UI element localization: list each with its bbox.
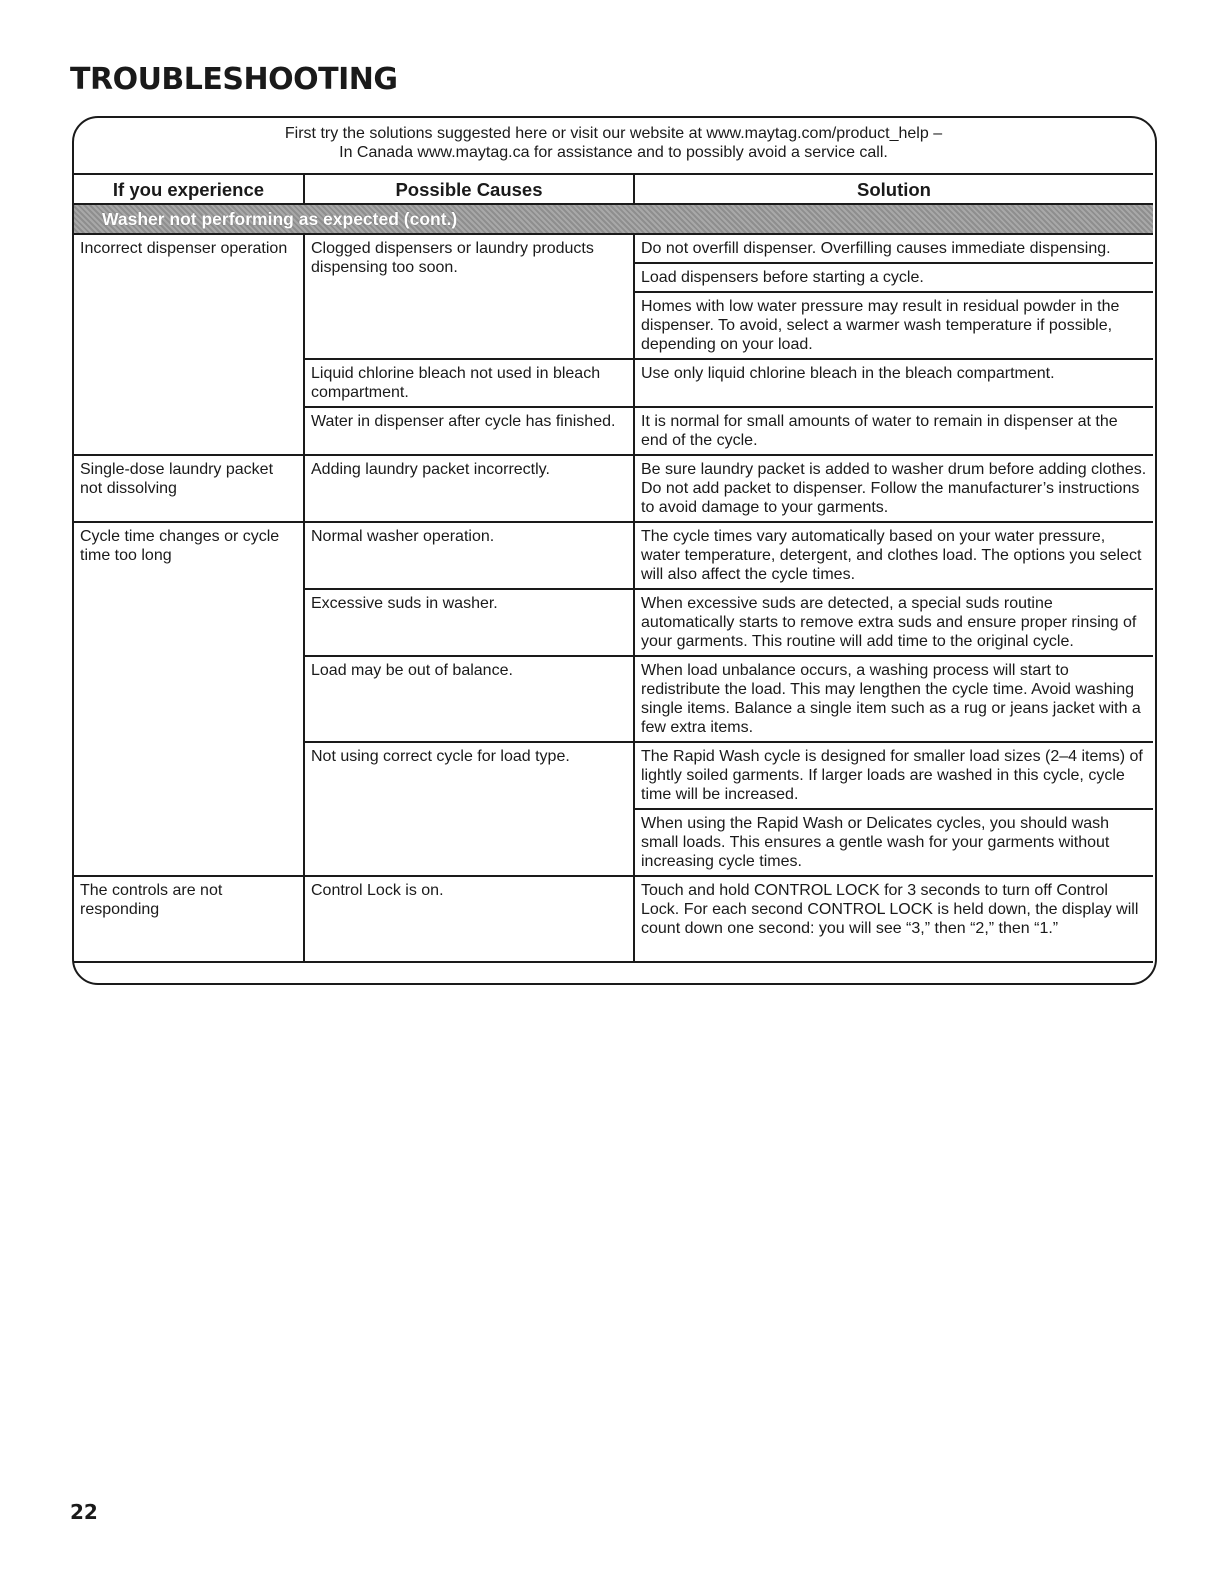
experience-cell: Incorrect dispenser operation (74, 234, 304, 455)
experience-cell: The controls are not responding (74, 876, 304, 962)
solution-cell: When using the Rapid Wash or Delicates cycles, you should wash small loads. This ensures a gentle wash for your garments without increasing cycle times. (634, 809, 1153, 876)
intro-text (74, 124, 1153, 162)
cause-cell: Control Lock is on. (304, 876, 634, 962)
section-row (74, 204, 1153, 234)
header-row (74, 174, 1153, 204)
solution-cell: It is normal for small amounts of water to remain in dispenser at the end of the cycle. (634, 407, 1153, 455)
solution-cell: The cycle times vary automatically based on your water pressure, water temperature, detergent, and clothes load. The options you select will also affect the cycle times. (634, 522, 1153, 589)
experience-cell: Single-dose laundry packet not dissolving (74, 455, 304, 522)
table-row (74, 455, 1153, 522)
solution-cell: The Rapid Wash cycle is designed for smaller load sizes (2–4 items) of lightly soiled garments. If larger loads are washed in this cycle, cycle time will be increased. (634, 742, 1153, 809)
solution-cell: Load dispensers before starting a cycle. (634, 263, 1153, 292)
table-row (74, 876, 1153, 962)
intro-line-1: First try the solutions suggested here or visit our website at www.maytag.com/product_help – (284, 125, 943, 142)
solution-cell: When excessive suds are detected, a special suds routine automatically starts to remove extra suds and ensure proper rinsing of your garments. This routine will add time to the original cycle. (634, 589, 1153, 656)
header-solution: Solution (634, 174, 1153, 204)
section-title: Washer not performing as expected (cont.) (74, 204, 1153, 234)
cause-cell: Excessive suds in washer. (304, 589, 634, 656)
header-experience: If you experience (74, 174, 304, 204)
cause-cell: Load may be out of balance. (304, 656, 634, 742)
cause-cell: Water in dispenser after cycle has finished. (304, 407, 634, 455)
solution-cell: Use only liquid chlorine bleach in the bleach compartment. (634, 359, 1153, 407)
page-title: TROUBLESHOOTING (70, 62, 398, 97)
solution-cell: Touch and hold CONTROL LOCK for 3 seconds to turn off Control Lock. For each second CONTROL LOCK is held down, the display will count down one second: you will see “3,” then “2,” then “1.” (634, 876, 1153, 962)
troubleshooting-table (74, 173, 1153, 963)
cause-cell: Not using correct cycle for load type. (304, 742, 634, 876)
cause-cell: Normal washer operation. (304, 522, 634, 589)
experience-cell: Cycle time changes or cycle time too long (74, 522, 304, 876)
solution-cell: Homes with low water pressure may result in residual powder in the dispenser. To avoid, select a warmer wash temperature if possible, depending on your load. (634, 292, 1153, 359)
solution-cell: When load unbalance occurs, a washing process will start to redistribute the load. This may lengthen the cycle time. Avoid washing single items. Balance a single item such as a rug or jeans jacket with a few extra items. (634, 656, 1153, 742)
solution-cell: Do not overfill dispenser. Overfilling causes immediate dispensing. (634, 234, 1153, 263)
cause-cell: Liquid chlorine bleach not used in bleach compartment. (304, 359, 634, 407)
table-row (74, 522, 1153, 589)
solution-cell: Be sure laundry packet is added to washer drum before adding clothes. Do not add packet to dispenser. Follow the manufacturer’s instructions to avoid damage to your garments. (634, 455, 1153, 522)
cause-cell: Clogged dispensers or laundry products dispensing too soon. (304, 234, 634, 359)
cause-cell: Adding laundry packet incorrectly. (304, 455, 634, 522)
table-row (74, 234, 1153, 263)
intro-line-2: In Canada www.maytag.ca for assistance and to possibly avoid a service call. (339, 144, 888, 161)
page-number: 22 (70, 1500, 98, 1524)
header-causes: Possible Causes (304, 174, 634, 204)
